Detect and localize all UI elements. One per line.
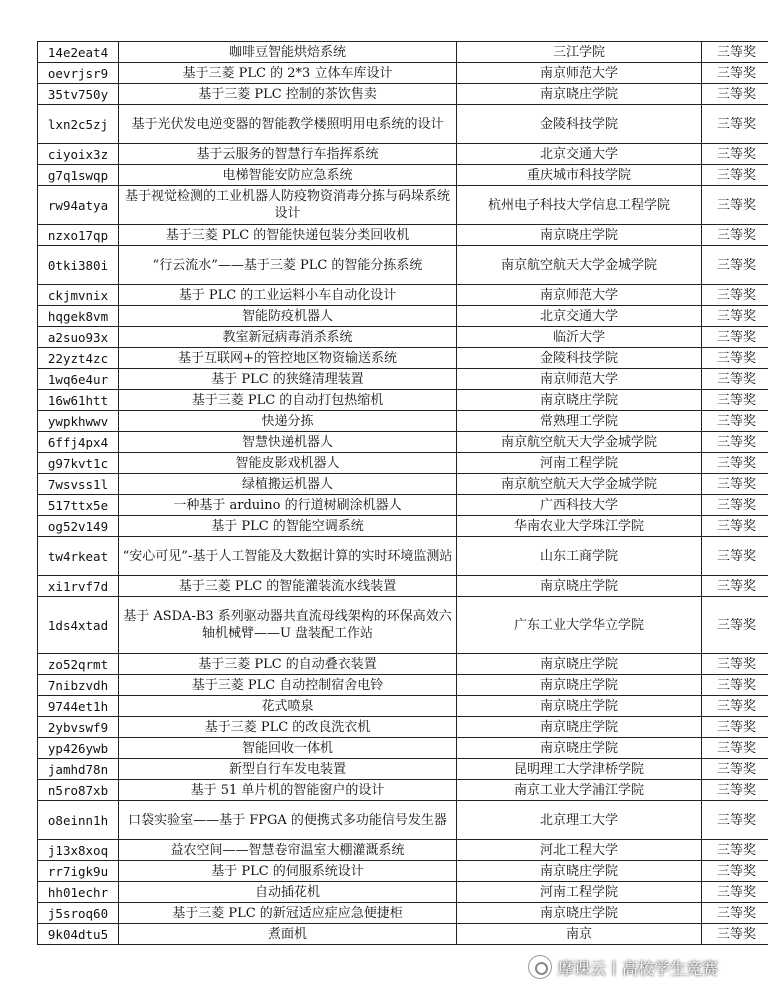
award-table-body	[38, 42, 768, 945]
award-level: 三等奖	[702, 84, 768, 105]
school-name: 重庆城市科技学院	[457, 165, 702, 186]
project-title: 基于三菱 PLC 的智能灌装流水线装置	[119, 576, 457, 597]
award-level: 三等奖	[702, 63, 768, 84]
table-row	[38, 675, 768, 696]
entry-code: 14e2eat4	[38, 42, 119, 63]
project-title: 益农空间——智慧卷帘温室大棚灌溉系统	[119, 840, 457, 861]
table-row	[38, 144, 768, 165]
table-row	[38, 411, 768, 432]
entry-code: 7wsvss1l	[38, 474, 119, 495]
award-level: 三等奖	[702, 903, 768, 924]
entry-code: rr7igk9u	[38, 861, 119, 882]
table-row	[38, 390, 768, 411]
project-title: 口袋实验室——基于 FPGA 的便携式多功能信号发生器	[119, 801, 457, 840]
table-row	[38, 474, 768, 495]
entry-code: oevrjsr9	[38, 63, 119, 84]
table-row	[38, 42, 768, 63]
school-name: 河南工程学院	[457, 882, 702, 903]
school-name: 南京师范大学	[457, 369, 702, 390]
entry-code: lxn2c5zj	[38, 105, 119, 144]
project-title: 基于 PLC 的狭缝清理装置	[119, 369, 457, 390]
school-name: 南京晓庄学院	[457, 654, 702, 675]
project-title: 基于三菱 PLC 的新冠适应症应急便捷柜	[119, 903, 457, 924]
award-level: 三等奖	[702, 495, 768, 516]
project-title: 智能回收一体机	[119, 738, 457, 759]
award-level: 三等奖	[702, 474, 768, 495]
project-title: 基于三菱 PLC 自动控制宿舍电铃	[119, 675, 457, 696]
school-name: 北京交通大学	[457, 144, 702, 165]
project-title: 自动插花机	[119, 882, 457, 903]
table-row	[38, 738, 768, 759]
award-level: 三等奖	[702, 861, 768, 882]
award-level: 三等奖	[702, 780, 768, 801]
award-level: 三等奖	[702, 348, 768, 369]
entry-code: tw4rkeat	[38, 537, 119, 576]
table-row	[38, 225, 768, 246]
school-name: 北京理工大学	[457, 801, 702, 840]
award-level: 三等奖	[702, 42, 768, 63]
award-level: 三等奖	[702, 327, 768, 348]
school-name: 南京晓庄学院	[457, 675, 702, 696]
project-title: 基于视觉检测的工业机器人防疫物资消毒分拣与码垛系统设计	[119, 186, 457, 225]
award-level: 三等奖	[702, 597, 768, 654]
entry-code: hh01echr	[38, 882, 119, 903]
project-title: 咖啡豆智能烘焙系统	[119, 42, 457, 63]
table-row	[38, 369, 768, 390]
school-name: 南京师范大学	[457, 285, 702, 306]
school-name: 南京工业大学浦江学院	[457, 780, 702, 801]
entry-code: 22yzt4zc	[38, 348, 119, 369]
table-row	[38, 105, 768, 144]
project-title: 新型自行车发电装置	[119, 759, 457, 780]
entry-code: n5ro87xb	[38, 780, 119, 801]
award-level: 三等奖	[702, 654, 768, 675]
award-table	[37, 41, 768, 945]
school-name: 南京师范大学	[457, 63, 702, 84]
award-level: 三等奖	[702, 717, 768, 738]
table-row	[38, 84, 768, 105]
entry-code: 16w61htt	[38, 390, 119, 411]
table-row	[38, 453, 768, 474]
school-name: 广东工业大学华立学院	[457, 597, 702, 654]
table-row	[38, 882, 768, 903]
project-title: 一种基于 arduino 的行道树刷涂机器人	[119, 495, 457, 516]
project-title: “行云流水”——基于三菱 PLC 的智能分拣系统	[119, 246, 457, 285]
document-page	[37, 41, 756, 945]
entry-code: 517ttx5e	[38, 495, 119, 516]
project-title: 智能防疫机器人	[119, 306, 457, 327]
school-name: 河南工程学院	[457, 453, 702, 474]
table-row	[38, 759, 768, 780]
entry-code: rw94atya	[38, 186, 119, 225]
project-title: 基于 PLC 的工业运料小车自动化设计	[119, 285, 457, 306]
award-level: 三等奖	[702, 759, 768, 780]
award-level: 三等奖	[702, 165, 768, 186]
school-name: 南京晓庄学院	[457, 717, 702, 738]
project-title: 花式喷泉	[119, 696, 457, 717]
wechat-logo-icon	[528, 955, 552, 979]
project-title: 基于云服务的智慧行车指挥系统	[119, 144, 457, 165]
school-name: 南京航空航天大学金城学院	[457, 432, 702, 453]
table-row	[38, 285, 768, 306]
school-name: 南京晓庄学院	[457, 738, 702, 759]
table-row	[38, 801, 768, 840]
entry-code: 1ds4xtad	[38, 597, 119, 654]
project-title: 基于光伏发电逆变器的智能教学楼照明用电系统的设计	[119, 105, 457, 144]
watermark-text: 摩课云丨高校学生竞赛	[558, 958, 719, 978]
award-level: 三等奖	[702, 432, 768, 453]
table-row	[38, 63, 768, 84]
award-level: 三等奖	[702, 369, 768, 390]
entry-code: nzxo17qp	[38, 225, 119, 246]
award-level: 三等奖	[702, 144, 768, 165]
entry-code: 6ffj4px4	[38, 432, 119, 453]
school-name: 广西科技大学	[457, 495, 702, 516]
project-title: 基于三菱 PLC 的自动打包热缩机	[119, 390, 457, 411]
project-title: “安心可见”-基于人工智能及大数据计算的实时环境监测站	[119, 537, 457, 576]
award-level: 三等奖	[702, 576, 768, 597]
entry-code: j13x8xoq	[38, 840, 119, 861]
school-name: 南京晓庄学院	[457, 903, 702, 924]
project-title: 绿植搬运机器人	[119, 474, 457, 495]
project-title: 智慧快递机器人	[119, 432, 457, 453]
school-name: 三江学院	[457, 42, 702, 63]
project-title: 智能皮影戏机器人	[119, 453, 457, 474]
project-title: 基于 ASDA-B3 系列驱动器共直流母线架构的环保高效六轴机械臂——U 盘装配工作站	[119, 597, 457, 654]
watermark	[528, 952, 718, 982]
award-level: 三等奖	[702, 840, 768, 861]
award-level: 三等奖	[702, 801, 768, 840]
project-title: 基于 PLC 的智能空调系统	[119, 516, 457, 537]
table-row	[38, 654, 768, 675]
project-title: 电梯智能安防应急系统	[119, 165, 457, 186]
table-row	[38, 327, 768, 348]
entry-code: j5sroq60	[38, 903, 119, 924]
entry-code: 0tki380i	[38, 246, 119, 285]
award-level: 三等奖	[702, 537, 768, 576]
school-name: 昆明理工大学津桥学院	[457, 759, 702, 780]
project-title: 基于三菱 PLC 的智能快递包装分类回收机	[119, 225, 457, 246]
award-level: 三等奖	[702, 285, 768, 306]
table-row	[38, 924, 768, 945]
entry-code: xi1rvf7d	[38, 576, 119, 597]
school-name: 河北工程大学	[457, 840, 702, 861]
school-name: 南京	[457, 924, 702, 945]
table-row	[38, 537, 768, 576]
school-name: 金陵科技学院	[457, 105, 702, 144]
award-level: 三等奖	[702, 186, 768, 225]
entry-code: og52v149	[38, 516, 119, 537]
award-level: 三等奖	[702, 924, 768, 945]
award-level: 三等奖	[702, 738, 768, 759]
project-title: 基于三菱 PLC 控制的茶饮售卖	[119, 84, 457, 105]
project-title: 煮面机	[119, 924, 457, 945]
entry-code: a2suo93x	[38, 327, 119, 348]
school-name: 杭州电子科技大学信息工程学院	[457, 186, 702, 225]
table-row	[38, 516, 768, 537]
school-name: 南京晓庄学院	[457, 390, 702, 411]
project-title: 快递分拣	[119, 411, 457, 432]
award-level: 三等奖	[702, 882, 768, 903]
award-level: 三等奖	[702, 411, 768, 432]
entry-code: g7q1swqp	[38, 165, 119, 186]
school-name: 南京晓庄学院	[457, 225, 702, 246]
table-row	[38, 348, 768, 369]
school-name: 山东工商学院	[457, 537, 702, 576]
school-name: 北京交通大学	[457, 306, 702, 327]
school-name: 金陵科技学院	[457, 348, 702, 369]
entry-code: 7nibzvdh	[38, 675, 119, 696]
entry-code: ckjmvnix	[38, 285, 119, 306]
award-level: 三等奖	[702, 390, 768, 411]
school-name: 南京航空航天大学金城学院	[457, 474, 702, 495]
table-row	[38, 186, 768, 225]
project-title: 基于三菱 PLC 的 2*3 立体车库设计	[119, 63, 457, 84]
school-name: 常熟理工学院	[457, 411, 702, 432]
table-row	[38, 717, 768, 738]
award-level: 三等奖	[702, 105, 768, 144]
entry-code: 1wq6e4ur	[38, 369, 119, 390]
entry-code: jamhd78n	[38, 759, 119, 780]
entry-code: 35tv750y	[38, 84, 119, 105]
entry-code: 9k04dtu5	[38, 924, 119, 945]
award-level: 三等奖	[702, 306, 768, 327]
award-level: 三等奖	[702, 516, 768, 537]
project-title: 基于三菱 PLC 的改良洗衣机	[119, 717, 457, 738]
school-name: 南京晓庄学院	[457, 861, 702, 882]
table-row	[38, 495, 768, 516]
school-name: 南京晓庄学院	[457, 696, 702, 717]
entry-code: 2ybvswf9	[38, 717, 119, 738]
table-row	[38, 246, 768, 285]
award-level: 三等奖	[702, 225, 768, 246]
award-level: 三等奖	[702, 675, 768, 696]
school-name: 南京晓庄学院	[457, 84, 702, 105]
school-name: 南京晓庄学院	[457, 576, 702, 597]
entry-code: yp426ywb	[38, 738, 119, 759]
entry-code: g97kvt1c	[38, 453, 119, 474]
table-row	[38, 903, 768, 924]
project-title: 基于 51 单片机的智能窗户的设计	[119, 780, 457, 801]
entry-code: hqgek8vm	[38, 306, 119, 327]
school-name: 南京航空航天大学金城学院	[457, 246, 702, 285]
award-level: 三等奖	[702, 246, 768, 285]
table-row	[38, 840, 768, 861]
table-row	[38, 165, 768, 186]
entry-code: o8einn1h	[38, 801, 119, 840]
award-level: 三等奖	[702, 453, 768, 474]
table-row	[38, 861, 768, 882]
entry-code: 9744et1h	[38, 696, 119, 717]
table-row	[38, 780, 768, 801]
table-row	[38, 432, 768, 453]
school-name: 临沂大学	[457, 327, 702, 348]
school-name: 华南农业大学珠江学院	[457, 516, 702, 537]
table-row	[38, 696, 768, 717]
table-row	[38, 306, 768, 327]
project-title: 教室新冠病毒消杀系统	[119, 327, 457, 348]
entry-code: zo52qrmt	[38, 654, 119, 675]
project-title: 基于互联网+的管控地区物资输送系统	[119, 348, 457, 369]
table-row	[38, 597, 768, 654]
award-level: 三等奖	[702, 696, 768, 717]
entry-code: ciyoix3z	[38, 144, 119, 165]
project-title: 基于三菱 PLC 的自动叠衣装置	[119, 654, 457, 675]
table-row	[38, 576, 768, 597]
entry-code: ywpkhwwv	[38, 411, 119, 432]
project-title: 基于 PLC 的伺服系统设计	[119, 861, 457, 882]
